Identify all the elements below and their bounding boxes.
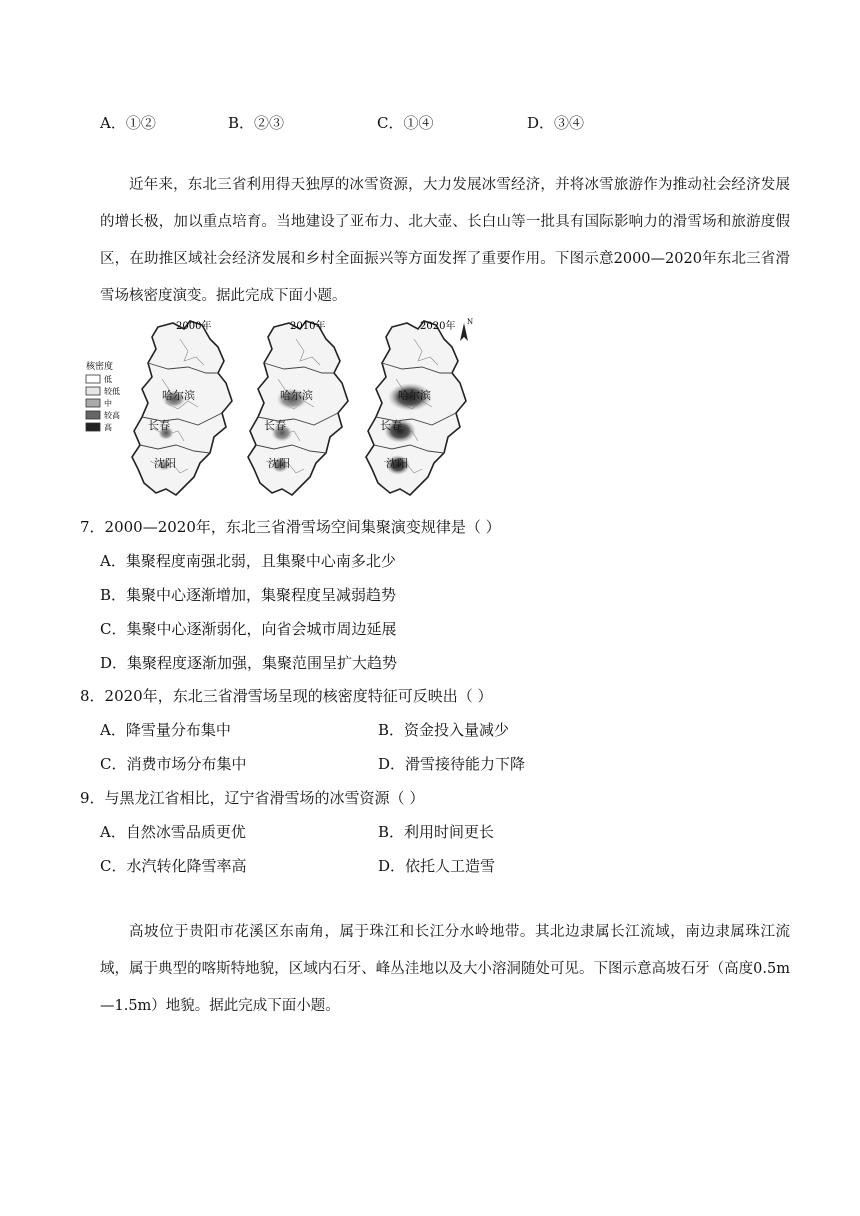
passage-gaopo-karst: 高坡位于贵阳市花溪区东南角，属于珠江和长江分水岭地带。其北边隶属长江流域，南边隶属珠江流域，属于典型的喀斯特地貌，区域内石牙、峰丛洼地以及大小溶洞随处可见。下图示意高坡石牙（高度0.5m—1.5m）地貌。据此完成下面小题。 <box>100 924 790 1014</box>
question-7-option-b: B．集聚中心逐渐增加，集聚程度呈减弱趋势 <box>100 586 397 604</box>
question-7-option-d: D．集聚程度逐渐加强，集聚范围呈扩大趋势 <box>100 654 398 672</box>
map-2000 <box>132 321 232 495</box>
map-2010 <box>248 321 348 495</box>
legend-label-low: 低 <box>104 375 112 384</box>
legend-swatch-high <box>86 423 100 431</box>
passage-ski-resorts: 近年来，东北三省利用得天独厚的冰雪资源，大力发展冰雪经济，并将冰雪旅游作为推动社会经济发展的增长极，加以重点培育。当地建设了亚布力、北大壶、长白山等一批具有国际影响力的滑雪场和旅游度假区，在助推区域社会经济发展和乡村全面振兴等方面发挥了重要作用。下图示意2000—2020年东北三省滑雪场核密度演变。据此完成下面小题。 <box>100 177 790 304</box>
question-9-option-c: C．水汽转化降雪率高 <box>100 857 247 875</box>
prev-option-b: B．②③ <box>228 114 285 132</box>
question-8-option-d: D．滑雪接待能力下降 <box>378 755 526 773</box>
city-label-harbin-2020: 哈尔滨 <box>398 389 431 402</box>
kernel-density-figure <box>82 315 474 505</box>
city-label-changchun-2010: 长春 <box>264 419 286 432</box>
density-legend <box>82 357 128 433</box>
question-9-option-d: D．依托人工造雪 <box>378 857 496 875</box>
prev-option-d: D．③④ <box>527 114 585 132</box>
legend-label-high: 高 <box>104 423 112 432</box>
city-label-shenyang-2020: 沈阳 <box>386 457 408 470</box>
prev-option-a: A．①② <box>100 114 156 132</box>
legend-swatch-higher <box>86 411 100 419</box>
legend-label-mid: 中 <box>104 399 112 408</box>
year-label-2000: 2000年 <box>176 321 212 332</box>
question-9-option-b: B．利用时间更长 <box>378 823 495 841</box>
question-7-option-c: C．集聚中心逐渐弱化，向省会城市周边延展 <box>100 620 397 638</box>
question-9-stem: 9．与黑龙江省相比，辽宁省滑雪场的冰雪资源（ ） <box>80 789 425 807</box>
city-label-harbin-2000: 哈尔滨 <box>162 389 195 402</box>
city-label-changchun-2000: 长春 <box>148 419 170 432</box>
city-label-harbin-2010: 哈尔滨 <box>280 389 313 402</box>
question-8-option-b: B．资金投入量减少 <box>378 721 510 739</box>
legend-title: 核密度 <box>86 362 114 372</box>
question-7-stem: 7．2000—2020年，东北三省滑雪场空间集聚演变规律是（ ） <box>80 518 501 536</box>
north-arrow-icon <box>460 318 473 341</box>
legend-swatch-low <box>86 375 100 383</box>
year-label-2020: 2020年 <box>420 321 456 332</box>
north-label: N <box>467 318 474 326</box>
question-8-option-c: C．消费市场分布集中 <box>100 755 247 773</box>
city-label-changchun-2020: 长春 <box>380 419 402 432</box>
city-label-shenyang-2010: 沈阳 <box>268 457 290 470</box>
question-8-option-a: A．降雪量分布集中 <box>100 721 231 739</box>
city-label-shenyang-2000: 沈阳 <box>154 457 176 470</box>
kernel-density-maps <box>82 315 474 505</box>
map-2020 <box>366 321 466 495</box>
question-8-stem: 8．2020年，东北三省滑雪场呈现的核密度特征可反映出（ ） <box>80 687 493 705</box>
question-9-option-a: A．自然冰雪品质更优 <box>100 823 246 841</box>
prev-option-c: C．①④ <box>377 114 434 132</box>
legend-label-higher: 较高 <box>104 411 120 420</box>
legend-label-lower: 较低 <box>104 387 120 396</box>
year-label-2010: 2010年 <box>290 321 326 332</box>
question-7-option-a: A．集聚程度南强北弱，且集聚中心南多北少 <box>100 552 396 570</box>
legend-swatch-lower <box>86 387 100 395</box>
legend-swatch-mid <box>86 399 100 407</box>
